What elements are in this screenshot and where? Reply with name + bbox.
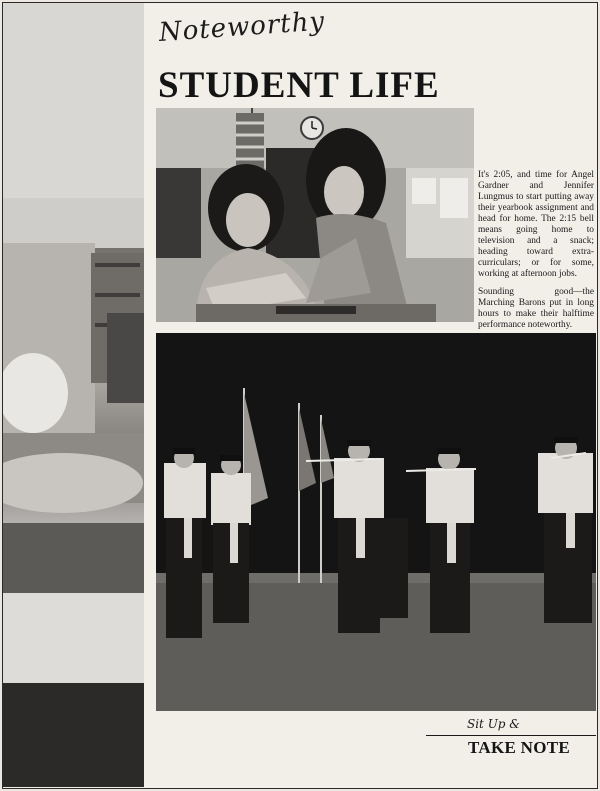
students-at-desk-photo xyxy=(156,108,474,322)
caption-band: Sounding good—the Marching Barons put in long hours to make their halftime performance noteworthy. xyxy=(478,287,594,330)
section-kicker: Noteworthy xyxy=(157,6,327,49)
footer-script: Sit Up & xyxy=(467,717,520,731)
left-bleed-photo xyxy=(3,3,144,787)
footer-title: TAKE NOTE xyxy=(468,738,571,757)
photo-caption xyxy=(478,170,594,338)
caption-students: It's 2:05, and time for Angel Gardner and Jennifer Lungmus to start putting away their yearbook assignment and head for home. The 2:15 bell means going home to television and a snack; heading toward extra-curriculars; or for some, working at afternoon jobs. xyxy=(478,170,594,279)
marching-band-photo xyxy=(156,333,596,711)
page-title: STUDENT LIFE xyxy=(158,65,440,106)
footer-rule xyxy=(426,735,596,736)
